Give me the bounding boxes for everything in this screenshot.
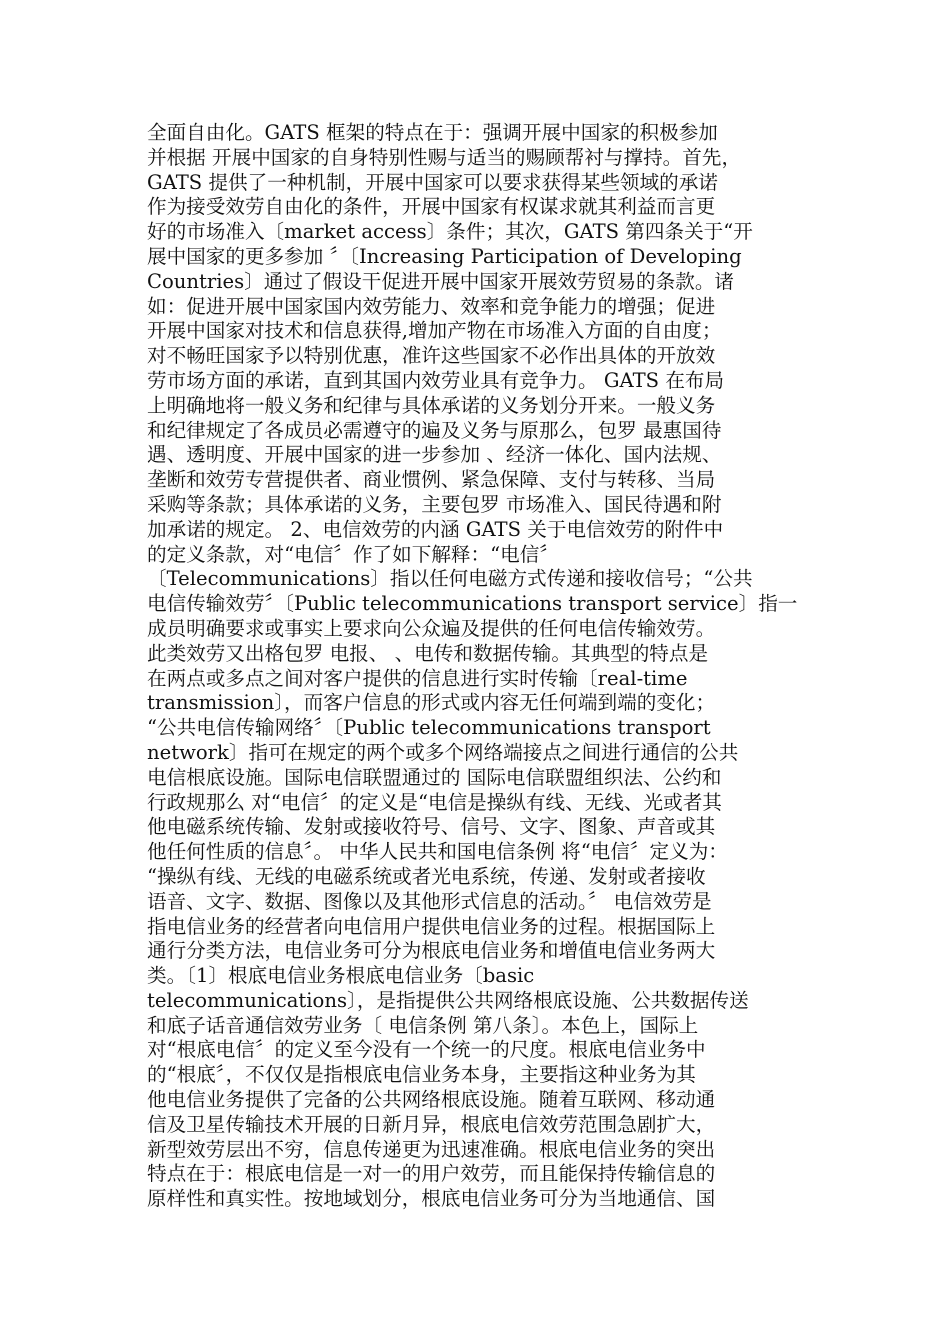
- text-line: 新型效劳层出不穷，信息传递更为迅速准确。根底电信业务的突出: [147, 1137, 716, 1161]
- text-line: 他电磁系统传输、发射或接收符号、信号、文字、图象、声音或其: [147, 815, 716, 839]
- text-line: 和纪律规定了各成员必需遵守的遍及义务与原那么，包罗 最惠国待: [147, 418, 722, 442]
- text-line: “操纵有线、无线的电磁系统或者光电系统，传递、发射或者接收: [147, 864, 706, 888]
- text-line: 的“根底〞，不仅仅是指根底电信业务本身，主要指这种业务为其: [147, 1063, 696, 1087]
- text-line: 的定义条款，对“电信〞作了如下解释：“电信〞: [147, 542, 559, 566]
- text-line: 如：促进开展中国家国内效劳能力、效率和竞争能力的增强；促进: [147, 294, 716, 318]
- text-line: 加承诺的规定。 2、电信效劳的内涵 GATS 关于电信效劳的附件中: [147, 517, 724, 541]
- text-line: 他任何性质的信息〞。 中华人民共和国电信条例 将“电信〞定义为：: [147, 840, 728, 864]
- text-line: telecommunications〕，是指提供公共网络根底设施、公共数据传送: [147, 988, 749, 1012]
- text-line: network〕指可在规定的两个或多个网络端接点之间进行通信的公共: [147, 740, 739, 764]
- text-line: 劳市场方面的承诺，直到其国内效劳业具有竞争力。 GATS 在布局: [147, 368, 725, 392]
- text-line: 电信根底设施。国际电信联盟通过的 国际电信联盟组织法、公约和: [147, 765, 722, 789]
- text-line: 上明确地将一般义务和纪律与具体承诺的义务划分开来。一般义务: [147, 393, 716, 417]
- text-line: 类。〔1〕根底电信业务根底电信业务〔basic: [147, 964, 535, 988]
- text-line: 他电信业务提供了完备的公共网络根底设施。随着互联网、移动通: [147, 1088, 716, 1112]
- text-line: transmission〕，而客户信息的形式或内容无任何端到端的变化；: [147, 691, 716, 715]
- text-line: GATS 提供了一种机制，开展中国家可以要求获得某些领域的承诺: [147, 170, 718, 194]
- text-line: 遇、透明度、开展中国家的进一步参加 、经济一体化、国内法规、: [147, 443, 722, 467]
- text-line: 〔Telecommunications〕指以任何电磁方式传递和接收信号；“公共: [147, 567, 753, 591]
- text-line: 展中国家的更多参加 〞〔Increasing Participation of Developing: [147, 244, 742, 268]
- text-line: 此类效劳又出格包罗 电报、 、电传和数据传输。其典型的特点是: [147, 641, 709, 665]
- text-line: 全面自由化。GATS 框架的特点在于：强调开展中国家的积极参加: [147, 121, 718, 144]
- text-line: 垄断和效劳专营提供者、商业惯例、紧急保障、支付与转移、当局: [147, 468, 716, 492]
- text-line: 开展中国家对技术和信息获得,增加产物在市场准入方面的自由度；: [147, 319, 722, 343]
- text-line: 语音、文字、数据、图像以及其他形式信息的活动。〞 电信效劳是: [147, 889, 712, 913]
- text-line: 在两点或多点之间对客户提供的信息进行实时传输〔real-time: [147, 666, 688, 690]
- text-line: 通行分类方法，电信业务可分为根底电信业务和增值电信业务两大: [147, 939, 716, 963]
- text-line: 好的市场准入〔market access〕条件；其次，GATS 第四条关于“开: [147, 220, 753, 244]
- text-line: 作为接受效劳自由化的条件，开展中国家有权谋求就其利益而言更: [147, 195, 716, 219]
- text-line: 并根据 开展中国家的自身特别性赐与适当的赐顾帮衬与撑持。首先，: [147, 145, 742, 169]
- text-line: 成员明确要求或事实上要求向公众遍及提供的任何电信传输效劳。: [147, 616, 716, 640]
- text-line: 特点在于：根底电信是一对一的用户效劳，而且能保持传输信息的: [147, 1162, 716, 1186]
- body-text: [147, 121, 807, 1212]
- text-line: 原样性和真实性。按地域划分，根底电信业务可分为当地通信、国: [147, 1187, 716, 1211]
- text-line: 信及卫星传输技术开展的日新月异，根底电信效劳范围急剧扩大，: [147, 1112, 716, 1136]
- text-line: 指电信业务的经营者向电信用户提供电信业务的过程。根据国际上: [147, 914, 716, 938]
- text-line: 采购等条款；具体承诺的义务，主要包罗 市场准入、国民待遇和附: [147, 492, 722, 516]
- text-line: 和底子话音通信效劳业务〔 电信条例 第八条〕。本色上，国际上: [147, 1013, 699, 1037]
- text-line: 对不畅旺国家予以特别优惠，准许这些国家不必作出具体的开放效: [147, 344, 716, 368]
- text-line: 电信传输效劳〞〔Public telecommunications transport service〕指一: [147, 592, 798, 616]
- text-line: 行政规那么 对“电信〞的定义是“电信是操纵有线、无线、光或者其: [147, 790, 722, 814]
- text-line: “公共电信传输网络〞〔Public telecommunications transport: [147, 716, 711, 740]
- text-line: 对“根底电信〞的定义至今没有一个统一的尺度。根底电信业务中: [147, 1038, 706, 1062]
- text-line: Countries〕通过了假设干促进开展中国家开展效劳贸易的条款。诸: [147, 269, 735, 293]
